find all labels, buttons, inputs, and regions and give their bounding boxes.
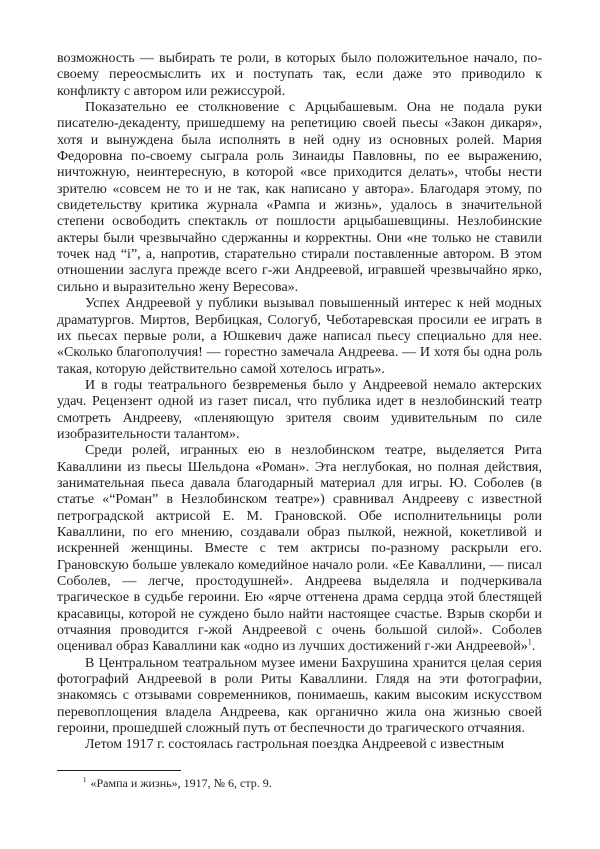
paragraph: Успех Андреевой у публики вызывал повышенный интерес к ней модных драматургов. Миртов, Вербицкая, Сологуб, Чеботаревская просили ее играть в их пьесах первые роли, а Юшкевич даже написал пьесу специально для нее. «Сколько благополучия! — горестно замечала Андреева. — И хотя бы одна роль такая, которую действительно самой хотелось играть». bbox=[57, 296, 542, 377]
paragraph-text: Среди ролей, игранных ею в незлобинском театре, выделяется Рита Каваллини из пьесы Шельдона «Роман». Эта неглубокая, но полная действия, занимательная пьеса давала благодарный материал для игры. Ю. Соболев (в статье «“Роман” в Незлобинском театре») сравнивал Андрееву с известной петроградской актрисой Е. М. Грановской. Обе исполнительницы роли Каваллини, по его мнению, создавали образ пылкой, нежной, кокетливой и искренней женщины. Вместе с тем актрисы по-разному раскрыли его. Грановскую больше увлекало комедийное начало роли. «Ее Каваллини, — писал Соболев, — легче, простодушней». Андреева выделяла и подчеркивала трагическое в судьбе героини. Ею «ярче оттенена драма сердца этой блестящей красавицы, которой не суждено было найти настоящее счастье. Взрыв скорби и отчаяния проводится г-жой Андреевой с очень большой силой». Соболев оценивал образ Каваллини как «одно из лучших достижений г-жи Андреевой» bbox=[57, 443, 542, 655]
paragraph: И в годы театрального безвременья было у Андреевой немало актерских удач. Рецензент одной из газет писал, что публика идет в незлобинский театр смотреть Андрееву, «пленяющую зрителя своим удивительным по силе изобразительности талантом». bbox=[57, 377, 542, 442]
paragraph: возможность — выбирать те роли, в которых было положительное начало, по-своему переосмыслить их и поступать так, если даже это приводило к конфликту с автором или режиссурой. bbox=[57, 51, 542, 99]
paragraph: Летом 1917 г. состоялась гастрольная поездка Андреевой с известным bbox=[85, 737, 505, 753]
paragraph-tail: . bbox=[531, 639, 536, 655]
paragraph-with-footnote bbox=[57, 443, 542, 655]
footnote-number: 1 bbox=[83, 776, 87, 784]
paragraph: В Центральном театральном музее имени Бахрушина хранится целая серия фотографий Андреевой в роли Риты Каваллини. Глядя на эти фотографии, знакомясь с отзывами современников, понимаешь, каким высоким искусством перевоплощения владела Андреева, как органично жила она жизнью своей героини, прошедшей сложный путь от беспечности до трагического отчаяния. bbox=[57, 655, 542, 737]
footnote-separator bbox=[57, 770, 181, 771]
paragraph: Показательно ее столкновение с Арцыбашевым. Она не подала руки писателю-декаденту, пришедшему на репетицию своей пьесы «Закон дикаря», хотя и вынуждена была исполнять в ней одну из основных ролей. Мария Федоровна по-своему сыграла роль Зинаиды Павловны, по ее выражению, ничтожную, неинтересную, в которой «все приходится делать», чтобы нести зрителю «совсем не то и не так, как написано у автора». Благодаря этому, по свидетельству критика журнала «Рампа и жизнь», удалось в значительной степени освободить спектакль от пошлости арцыбашевщины. Незлобинские актеры были чрезвычайно сдержанны и корректны. Они «не только не ставили точек над “i”, а, напротив, старательно стирали поставленные автором. В этом отношении заслуга прежде всего г-жи Андреевой, игравшей чрезвычайно ярко, сильно и выразительно жену Вересова». bbox=[57, 100, 542, 295]
footnote-text: «Рампа и жизнь», 1917, № 6, стр. 9. bbox=[90, 776, 272, 790]
footnote bbox=[83, 776, 272, 790]
document-body bbox=[57, 51, 542, 754]
footnote-reference[interactable]: 1 bbox=[527, 637, 532, 647]
